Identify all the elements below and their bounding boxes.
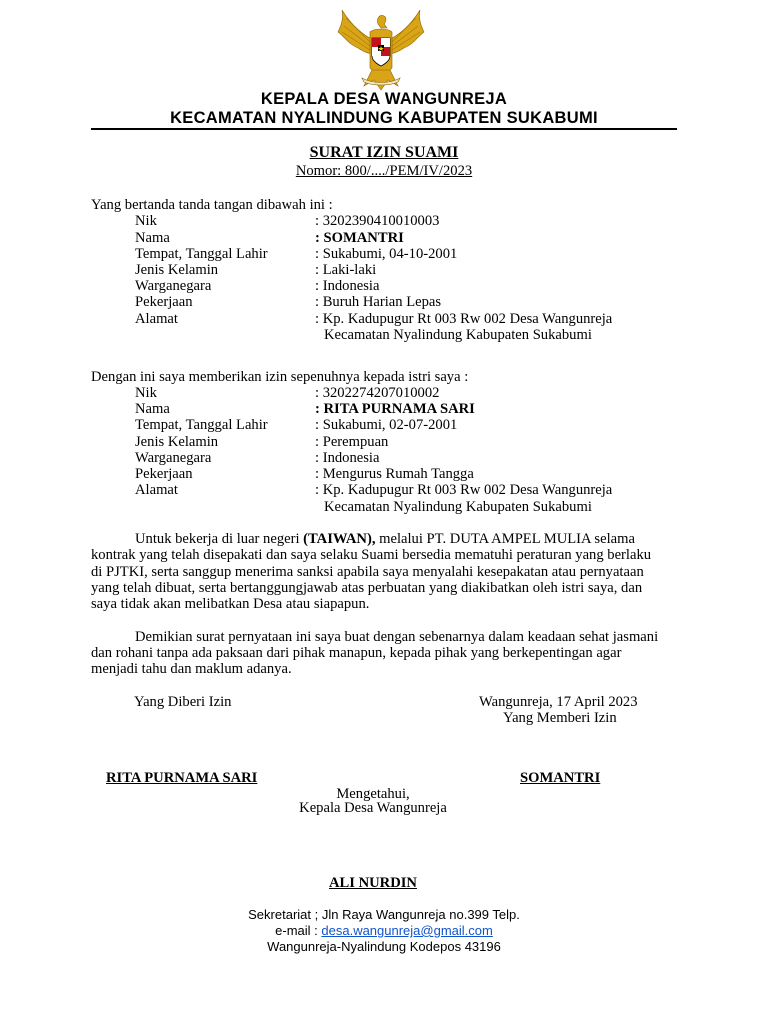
statement-paragraph-line5: saya tidak akan melibatkan Desa atau siapapun. — [91, 596, 370, 612]
husband-value-nama: : SOMANTRI — [315, 230, 404, 246]
husband-value-ttl: : Sukabumi, 04-10-2001 — [315, 246, 458, 262]
destination-country: (TAIWAN), — [303, 531, 376, 547]
recipient-label: Yang Diberi Izin — [134, 694, 232, 710]
letterhead-subtitle: KECAMATAN NYALINDUNG KABUPATEN SUKABUMI — [170, 109, 598, 127]
document-number: Nomor: 800/..../PEM/IV/2023 — [295, 163, 473, 179]
closing-paragraph-line2: dan rohani tanpa ada paksaan dari pihak manapun, kepada pihak yang berkepentingan agar — [91, 645, 622, 661]
wife-label-ttl: Tempat, Tanggal Lahir — [135, 417, 268, 433]
wife-intro: Dengan ini saya memberikan izin sepenuhnya kepada istri saya : — [91, 369, 469, 385]
husband-label-address: Alamat — [135, 311, 178, 327]
wife-label-nik: Nik — [135, 385, 157, 401]
email-link[interactable]: desa.wangunreja@gmail.com — [321, 923, 493, 938]
wife-label-gender: Jenis Kelamin — [135, 434, 219, 450]
wife-label-job: Pekerjaan — [135, 466, 193, 482]
husband-intro: Yang bertanda tanda tangan dibawah ini : — [91, 197, 333, 213]
letterhead-title: KEPALA DESA WANGUNREJA — [260, 90, 508, 108]
closing-paragraph-line3: menjadi tahu dan maklum adanya. — [91, 661, 292, 677]
wife-value-address: : Kp. Kadupugur Rt 003 Rw 002 Desa Wangunreja — [315, 482, 613, 498]
husband-value-address: : Kp. Kadupugur Rt 003 Rw 002 Desa Wangunreja — [315, 311, 613, 327]
footer-email-line: e-mail : desa.wangunreja@gmail.com — [275, 923, 493, 938]
statement-paragraph-line4: yang telah dibuat, serta bertanggungjawab atas perbuatan yang diakibatkan oleh istri saya, dan — [91, 580, 643, 596]
wife-value-gender: : Perempuan — [315, 434, 389, 450]
husband-value-nik: : 3202390410010003 — [315, 213, 440, 229]
wife-value-nama: : RITA PURNAMA SARI — [315, 401, 475, 417]
husband-label-nik: Nik — [135, 213, 157, 229]
document-title: SURAT IZIN SUAMI — [309, 144, 459, 161]
letterhead-divider — [91, 128, 677, 130]
husband-value-citizenship: : Indonesia — [315, 278, 380, 294]
husband-label-nama: Nama — [135, 230, 170, 246]
statement-paragraph-line3: di PJTKI, serta sanggup menerima sanksi apabila saya menyalahi kesepakatan atau pernyataan — [91, 564, 644, 580]
husband-value-address-line2: Kecamatan Nyalindung Kabupaten Sukabumi — [324, 327, 592, 343]
garuda-emblem-icon — [334, 6, 428, 94]
village-head-name: ALI NURDIN — [329, 875, 417, 891]
village-head-title: Kepala Desa Wangunreja — [299, 800, 447, 816]
footer-address: Sekretariat ; Jln Raya Wangunreja no.399 Telp. — [248, 907, 520, 922]
wife-value-job: : Mengurus Rumah Tangga — [315, 466, 474, 482]
wife-value-address-line2: Kecamatan Nyalindung Kabupaten Sukabumi — [324, 499, 592, 515]
wife-value-citizenship: : Indonesia — [315, 450, 380, 466]
wife-label-nama: Nama — [135, 401, 170, 417]
husband-label-citizenship: Warganegara — [135, 278, 212, 294]
grantor-name: SOMANTRI — [520, 770, 601, 786]
husband-label-gender: Jenis Kelamin — [135, 262, 219, 278]
husband-value-job: : Buruh Harian Lepas — [315, 294, 442, 310]
wife-label-citizenship: Warganegara — [135, 450, 212, 466]
husband-label-job: Pekerjaan — [135, 294, 193, 310]
footer-postal: Wangunreja-Nyalindung Kodepos 43196 — [267, 939, 501, 954]
statement-paragraph-line2: kontrak yang telah disepakati dan saya selaku Suami bersedia mematuhi peraturan yang berlaku — [91, 547, 652, 563]
husband-value-gender: : Laki-laki — [315, 262, 377, 278]
acknowledge-label: Mengetahui, — [336, 786, 410, 802]
wife-value-ttl: : Sukabumi, 02-07-2001 — [315, 417, 458, 433]
wife-value-nik: : 3202274207010002 — [315, 385, 440, 401]
place-date: Wangunreja, 17 April 2023 — [479, 694, 638, 710]
husband-label-ttl: Tempat, Tanggal Lahir — [135, 246, 268, 262]
statement-paragraph-line1: Untuk bekerja di luar negeri (TAIWAN), melalui PT. DUTA AMPEL MULIA selama — [135, 531, 635, 547]
closing-paragraph-line1: Demikian surat pernyataan ini saya buat dengan sebenarnya dalam keadaan sehat jasmani — [135, 629, 659, 645]
wife-label-address: Alamat — [135, 482, 178, 498]
grantor-label: Yang Memberi Izin — [503, 710, 617, 726]
recipient-name: RITA PURNAMA SARI — [106, 770, 258, 786]
